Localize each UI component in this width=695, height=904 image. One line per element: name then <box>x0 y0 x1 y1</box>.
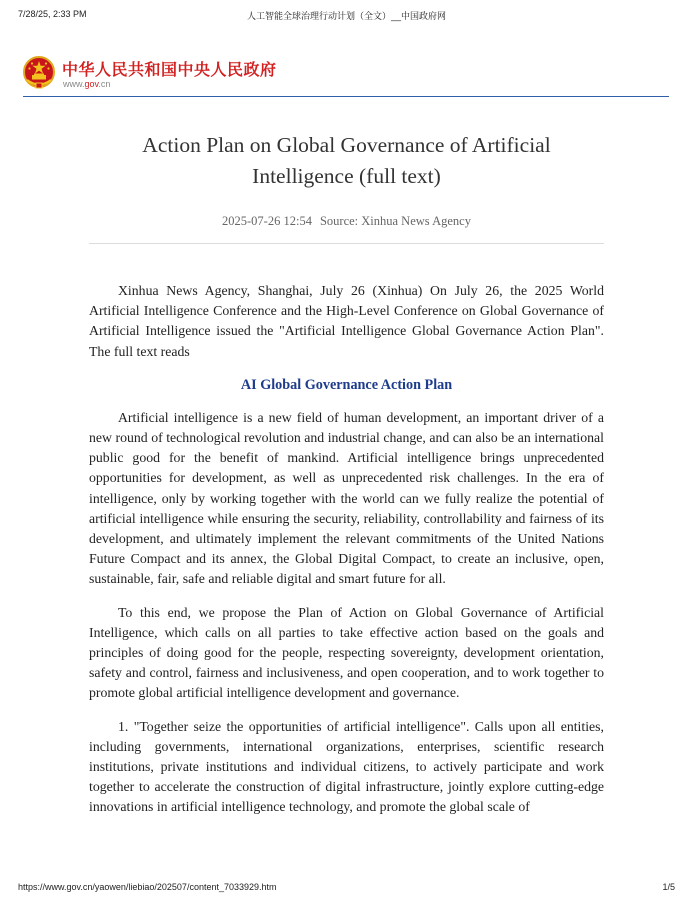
body-paragraph: Artificial intelligence is a new field of human development, an important driver of a new round of technological revolution and industrial change, and can also be an international public good for the benefit of mankind. Artificial intelligence brings unprecedented opportunities for development, as well as unprecedented risk challenges. In the era of intelligence, only by working together with the world can we fully realize the potential of artificial intelligence while ensuring the security, reliability, controllability and fairness of its development, and ultimately implement the relevant commitments of the United Nations Future Compact and its annex, the Global Digital Compact, to create an inclusive, open, sustainable, fair, safe and reliable digital and smart future for all. <box>89 409 604 587</box>
article-date: 2025-07-26 12:54 <box>222 214 312 228</box>
domain-suffix: .cn <box>98 79 111 89</box>
print-datetime: 7/28/25, 2:33 PM <box>18 9 87 19</box>
print-url[interactable]: https://www.gov.cn/yaowen/liebiao/202507/content_7033929.htm <box>18 882 277 892</box>
site-header <box>23 56 669 97</box>
body-paragraph: 1. "Together seize the opportunities of artificial intelligence". Calls upon all entities, including governments, international organizations, enterprises, scientific research institutions, private institutions and individual citizens, to actively participate and work together to accelerate the construction of digital infrastructure, jointly explore cutting-edge innovations in artificial intelligence technology, and promote the global scale of <box>89 718 604 815</box>
intro-paragraph: Xinhua News Agency, Shanghai, July 26 (Xinhua) On July 26, the 2025 World Artificial Intelligence Conference and the High-Level Conference on Global Governance of Artificial Intelligence issued the "Artificial Intelligence Global Governance Action Plan". The full text reads <box>89 283 604 359</box>
body-paragraph: To this end, we propose the Plan of Action on Global Governance of Artificial Intelligence, which calls on all parties to take effective action based on the goals and principles of doing good for the people, respecting sovereignty, development orientation, safety and control, fairness and inclusiveness, and open cooperation, and to work together to promote global artificial intelligence development and governance. <box>89 604 604 701</box>
article-meta <box>89 214 604 229</box>
section-heading: AI Global Governance Action Plan <box>240 376 453 393</box>
article-title: Action Plan on Global Governance of Artificial Intelligence (full text) <box>142 133 551 188</box>
print-header <box>18 9 675 23</box>
domain-prefix: www. <box>63 79 85 89</box>
national-emblem-icon[interactable] <box>23 56 55 90</box>
site-domain <box>63 79 110 89</box>
domain-gov: gov <box>84 79 99 89</box>
article-source: Source: Xinhua News Agency <box>319 214 471 228</box>
page-number: 1/5 <box>662 882 675 892</box>
article-body <box>89 281 604 831</box>
site-name[interactable]: 中华人民共和国中央人民政府 <box>62 60 277 79</box>
print-page-title: 人工智能全球治理行动计划（全文）__中国政府网 <box>246 11 446 21</box>
title-divider <box>89 243 604 244</box>
print-footer <box>18 882 675 896</box>
